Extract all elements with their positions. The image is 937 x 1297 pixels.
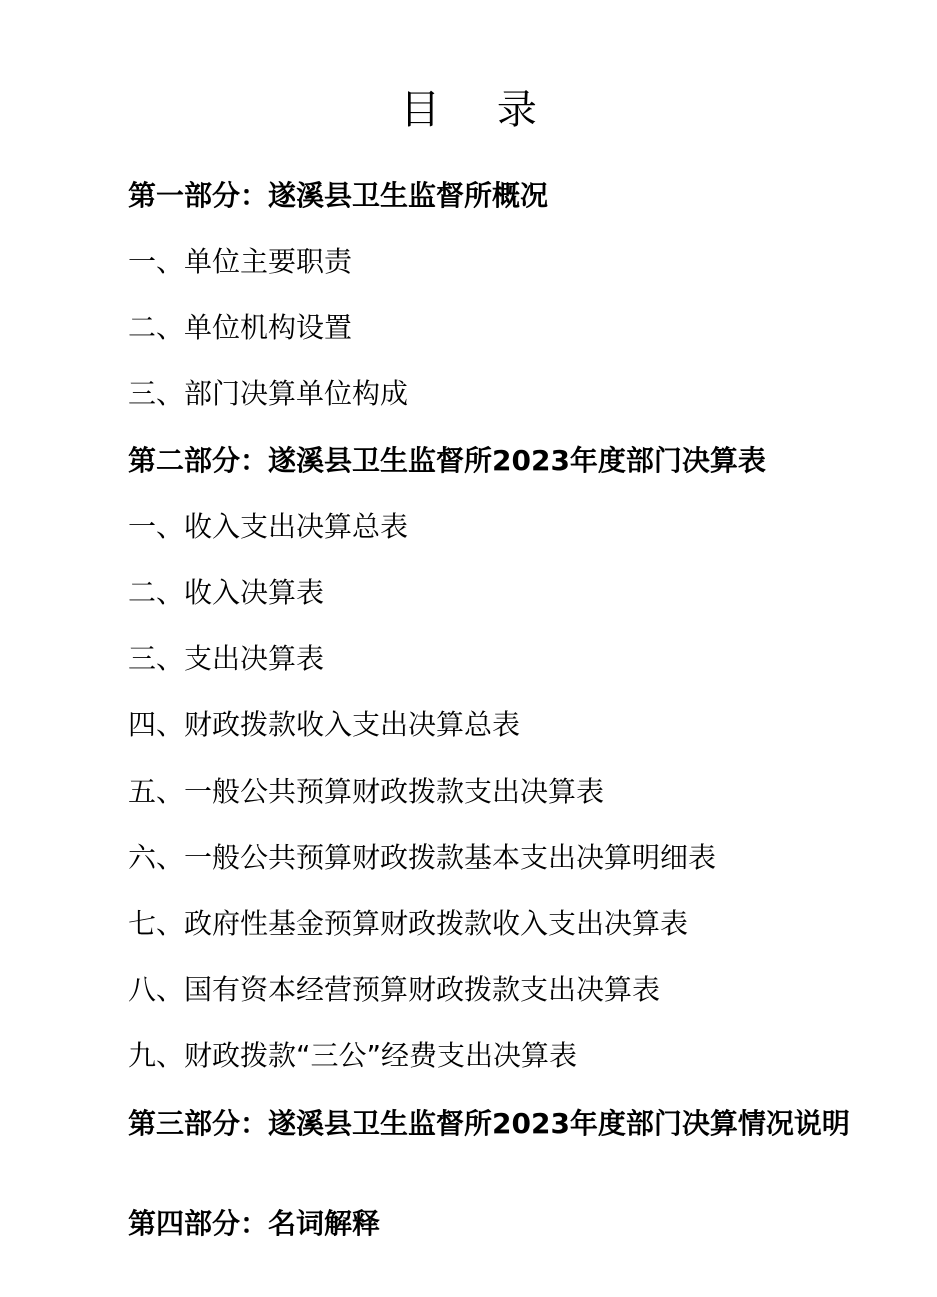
toc-item: 五、一般公共预算财政拨款支出决算表 [128,775,605,808]
toc-item: 七、政府性基金预算财政拨款收入支出决算表 [128,907,689,940]
toc-part-1: 第一部分：遂溪县卫生监督所概况 [128,179,549,212]
toc-item: 六、一般公共预算财政拨款基本支出决算明细表 [128,841,717,874]
toc-item: 九、财政拨款“三公”经费支出决算表 [128,1039,578,1072]
toc-title: 目 录 [400,87,559,133]
toc-part-3: 第三部分：遂溪县卫生监督所2023年度部门决算情况说明 [128,1107,850,1140]
toc-item: 二、收入决算表 [128,576,325,609]
toc-item: 二、单位机构设置 [128,311,353,344]
toc-item: 八、国有资本经营预算财政拨款支出决算表 [128,973,661,1006]
toc-item: 四、财政拨款收入支出决算总表 [128,708,521,741]
toc-item: 三、部门决算单位构成 [128,377,409,410]
toc-item: 一、单位主要职责 [128,245,353,278]
toc-item: 一、收入支出决算总表 [128,510,409,543]
toc-part-2: 第二部分：遂溪县卫生监督所2023年度部门决算表 [128,444,766,477]
toc-item: 三、支出决算表 [128,642,325,675]
toc-part-4: 第四部分：名词解释 [128,1207,381,1240]
